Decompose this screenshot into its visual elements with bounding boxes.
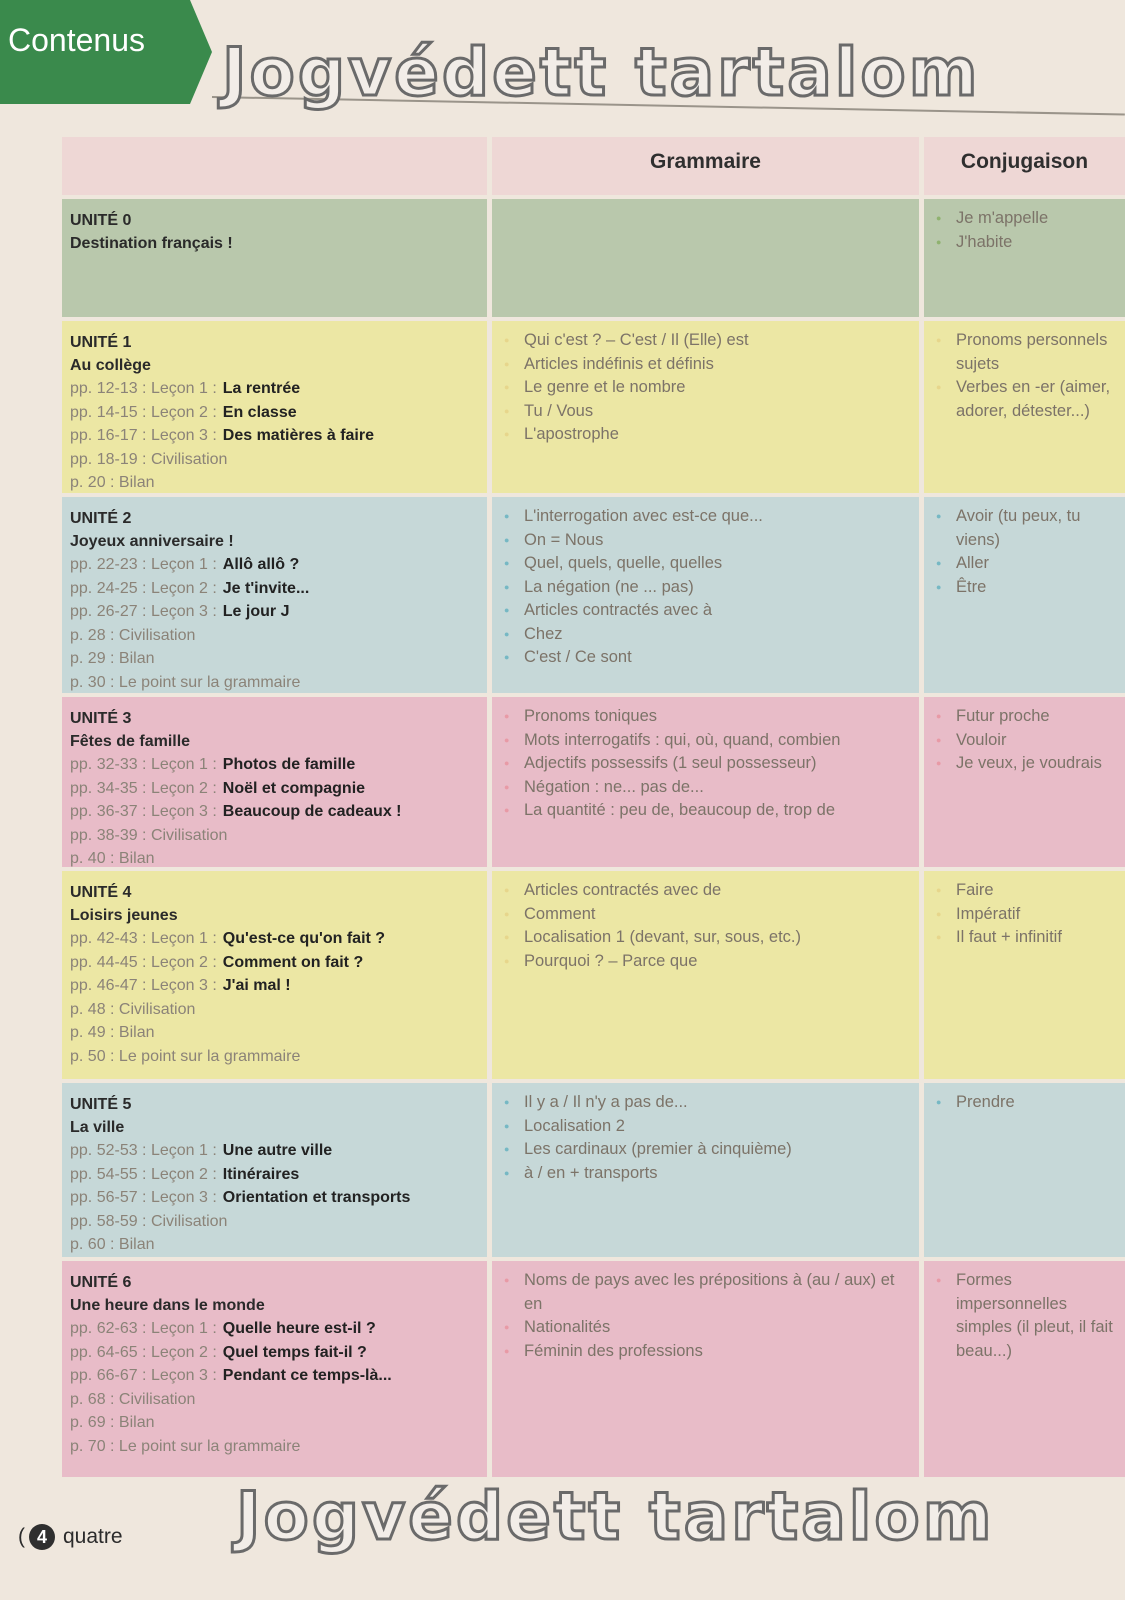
lesson-item [70,671,479,695]
unit-number: UNITÉ 4 [70,884,132,901]
lesson-ref: pp. 36-37 : Leçon 3 : [70,803,217,820]
conjugaison-item: ● Prendre [934,1091,1115,1115]
unit-rows [62,199,1125,1477]
conjugaison-item: ● Je veux, je voudrais [934,752,1115,776]
conjugaison-cell [924,321,1125,493]
contenus-label: Contenus [8,22,145,58]
unit-row [62,199,1125,317]
lesson-item [70,1341,479,1365]
lesson-item [70,800,479,824]
lesson-name: Quelle heure est-il ? [222,1320,376,1337]
lesson-item [70,624,479,648]
unit-number: UNITÉ 3 [70,710,132,727]
grammaire-item: ● Il y a / Il n'y a pas de... [502,1091,909,1115]
unit-cell [62,497,487,693]
conjugaison-cell [924,497,1125,693]
conjugaison-item: ● Être [934,576,1115,600]
lesson-item [70,951,479,975]
unit-title: Fêtes de famille [70,733,191,750]
conjugaison-item: ● Avoir (tu peux, tu viens) [934,505,1115,552]
lesson-ref: pp. 34-35 : Leçon 2 : [70,779,217,797]
lesson-ref: pp. 38-39 : Civilisation [70,826,228,844]
lesson-item [70,424,479,448]
lesson-item [70,471,479,495]
unit-number: UNITÉ 0 [70,212,132,229]
grammaire-item: ● La négation (ne ... pas) [502,576,909,600]
conjugaison-list [934,705,1115,776]
lesson-ref: p. 49 : Bilan [70,1024,155,1041]
lesson-ref: pp. 32-33 : Leçon 1 : [70,756,217,773]
lesson-name: Je t'invite... [222,579,310,597]
lesson-name: La rentrée [222,380,301,397]
grammaire-item: ● C'est / Ce sont [502,646,909,670]
conjugaison-cell [924,1083,1125,1257]
grammaire-item: ● On = Nous [502,529,909,553]
lesson-item [70,448,479,472]
lesson-name: Orientation et transports [222,1189,411,1206]
lesson-name: Beaucoup de cadeaux ! [222,803,402,820]
lesson-item [70,1411,479,1435]
unit-cell [62,1083,487,1257]
lesson-name: Pendant ce temps-là... [222,1367,392,1384]
lesson-item [70,577,479,601]
header-unit-cell [62,137,487,195]
grammaire-list [502,1091,909,1185]
conjugaison-item: ● Aller [934,552,1115,576]
unit-title: Joyeux anniversaire ! [70,533,234,550]
lesson-item [70,1435,479,1459]
grammaire-item: ● Tu / Vous [502,400,909,424]
grammaire-item: ● Chez [502,623,909,647]
lesson-ref: p. 69 : Bilan [70,1414,155,1431]
grammaire-item: ● Articles contractés avec à [502,599,909,623]
grammaire-item: ● Le genre et le nombre [502,376,909,400]
grammaire-item: ● Comment [502,903,909,927]
grammaire-list [502,505,909,670]
conjugaison-item: ● Vouloir [934,729,1115,753]
grammaire-item: ● Adjectifs possessifs (1 seul possesseur) [502,752,909,776]
page-word: quatre [63,1525,123,1548]
grammaire-item: ● Féminin des professions [502,1340,909,1364]
lesson-ref: p. 68 : Civilisation [70,1390,196,1408]
header-conjugaison: Conjugaison [924,137,1125,195]
lesson-ref: p. 70 : Le point sur la grammaire [70,1437,301,1455]
conjugaison-item: ● Formes impersonnelles simples (il pleut, il fait beau...) [934,1269,1115,1363]
grammaire-cell [492,199,919,317]
conjugaison-item: ● Il faut + infinitif [934,926,1115,950]
lesson-ref: pp. 54-55 : Leçon 2 : [70,1165,217,1183]
unit-row [62,871,1125,1079]
grammaire-item: ● Pourquoi ? – Parce que [502,950,909,974]
unit-cell [62,697,487,867]
lesson-name: J'ai mal ! [222,977,291,994]
watermark-bottom: Jogvédett tartalom [236,1478,995,1555]
lesson-ref: pp. 12-13 : Leçon 1 : [70,380,217,397]
grammaire-item: ● L'interrogation avec est-ce que... [502,505,909,529]
grammaire-item: ● Nationalités [502,1316,909,1340]
lesson-item [70,753,479,777]
lesson-ref: pp. 58-59 : Civilisation [70,1212,228,1230]
grammaire-item: ● Noms de pays avec les prépositions à (au / aux) et en [502,1269,909,1316]
lesson-item [70,974,479,998]
lesson-item [70,1163,479,1187]
unit-row [62,697,1125,867]
lesson-item [70,1139,479,1163]
lesson-item [70,927,479,951]
page-number-badge: 4 [29,1524,55,1550]
grammaire-item: ● Articles contractés avec de [502,879,909,903]
grammaire-item: ● Négation : ne... pas de... [502,776,909,800]
lesson-item [70,647,479,671]
unit-number: UNITÉ 1 [70,334,132,351]
conjugaison-list [934,1269,1115,1363]
unit-title: La ville [70,1119,125,1136]
grammaire-cell [492,697,919,867]
lesson-item [70,1364,479,1388]
conjugaison-list [934,207,1115,254]
header-grammaire: Grammaire [492,137,919,195]
unit-row [62,1261,1125,1477]
grammaire-item: ● Mots interrogatifs : qui, où, quand, combien [502,729,909,753]
unit-row [62,497,1125,693]
grammaire-list [502,705,909,823]
grammaire-item: ● Localisation 2 [502,1115,909,1139]
unit-cell [62,321,487,493]
grammaire-item: ● Pronoms toniques [502,705,909,729]
conjugaison-cell [924,1261,1125,1477]
lesson-item [70,1317,479,1341]
grammaire-cell [492,1261,919,1477]
conjugaison-list [934,505,1115,599]
unit-row [62,321,1125,493]
lesson-item [70,1021,479,1045]
lesson-ref: pp. 24-25 : Leçon 2 : [70,579,217,597]
lesson-ref: pp. 64-65 : Leçon 2 : [70,1343,217,1361]
lesson-ref: pp. 62-63 : Leçon 1 : [70,1320,217,1337]
page-tick-icon: ( [18,1525,25,1548]
grammaire-item: ● à / en + transports [502,1162,909,1186]
lesson-item [70,998,479,1022]
lesson-item [70,1388,479,1412]
lesson-item [70,553,479,577]
lesson-item [70,777,479,801]
table-header [62,137,1125,195]
lesson-name: Le jour J [222,603,290,620]
lesson-name: Allô allô ? [222,556,300,573]
lesson-name: Photos de famille [222,756,356,773]
unit-title: Loisirs jeunes [70,907,178,924]
lesson-ref: pp. 26-27 : Leçon 3 : [70,603,217,620]
grammaire-cell [492,321,919,493]
lesson-item [70,847,479,871]
grammaire-list [502,1269,909,1363]
lesson-item [70,377,479,401]
lesson-name: Des matières à faire [222,427,374,444]
conjugaison-item: ● J'habite [934,231,1115,255]
unit-title: Destination français ! [70,235,233,252]
unit-title: Une heure dans le monde [70,1297,265,1314]
grammaire-item: ● Quel, quels, quelle, quelles [502,552,909,576]
lesson-name: Qu'est-ce qu'on fait ? [222,930,386,947]
conjugaison-cell [924,871,1125,1079]
conjugaison-list [934,879,1115,950]
lesson-ref: pp. 42-43 : Leçon 1 : [70,930,217,947]
contents-table [62,137,1125,1477]
lesson-ref: p. 60 : Bilan [70,1236,155,1253]
unit-number: UNITÉ 6 [70,1274,132,1291]
lesson-name: Comment on fait ? [222,953,364,971]
lesson-name: Une autre ville [222,1142,333,1159]
unit-cell [62,1261,487,1477]
lesson-name: Quel temps fait-il ? [222,1343,367,1361]
page-number [18,1524,123,1550]
lesson-ref: pp. 22-23 : Leçon 1 : [70,556,217,573]
lesson-name: Itinéraires [222,1165,300,1183]
lesson-item [70,1233,479,1257]
grammaire-cell [492,871,919,1079]
lesson-ref: pp. 46-47 : Leçon 3 : [70,977,217,994]
lesson-ref: p. 50 : Le point sur la grammaire [70,1047,301,1065]
unit-row [62,1083,1125,1257]
lesson-ref: pp. 18-19 : Civilisation [70,450,228,468]
conjugaison-cell [924,697,1125,867]
unit-number: UNITÉ 5 [70,1096,132,1113]
grammaire-list [502,879,909,973]
conjugaison-item: ● Impératif [934,903,1115,927]
conjugaison-item: ● Je m'appelle [934,207,1115,231]
lesson-item [70,600,479,624]
unit-cell [62,199,487,317]
lesson-ref: p. 28 : Civilisation [70,626,196,644]
unit-title: Au collège [70,357,151,374]
unit-number: UNITÉ 2 [70,510,132,527]
watermark-top: Jogvédett tartalom [222,34,981,111]
lesson-ref: pp. 14-15 : Leçon 2 : [70,403,217,421]
conjugaison-item: ● Futur proche [934,705,1115,729]
lesson-item [70,1045,479,1069]
lesson-ref: p. 48 : Civilisation [70,1000,196,1018]
conjugaison-list [934,329,1115,423]
contenus-tab [0,0,190,104]
lesson-ref: p. 29 : Bilan [70,650,155,667]
grammaire-item: ● La quantité : peu de, beaucoup de, trop de [502,799,909,823]
grammaire-list [502,329,909,447]
conjugaison-list [934,1091,1115,1115]
lesson-ref: pp. 44-45 : Leçon 2 : [70,953,217,971]
grammaire-cell [492,497,919,693]
lesson-item [70,401,479,425]
lesson-ref: pp. 66-67 : Leçon 3 : [70,1367,217,1384]
lesson-ref: p. 30 : Le point sur la grammaire [70,673,301,691]
lesson-name: Noël et compagnie [222,779,366,797]
lesson-ref: p. 40 : Bilan [70,850,155,867]
lesson-ref: pp. 16-17 : Leçon 3 : [70,427,217,444]
grammaire-item: ● L'apostrophe [502,423,909,447]
conjugaison-item: ● Faire [934,879,1115,903]
lesson-item [70,1210,479,1234]
grammaire-item: ● Les cardinaux (premier à cinquième) [502,1138,909,1162]
grammaire-item: ● Localisation 1 (devant, sur, sous, etc.) [502,926,909,950]
lesson-item [70,824,479,848]
conjugaison-item: ● Verbes en -er (aimer, adorer, détester...) [934,376,1115,423]
lesson-ref: pp. 52-53 : Leçon 1 : [70,1142,217,1159]
lesson-item [70,1186,479,1210]
grammaire-item: ● Articles indéfinis et définis [502,353,909,377]
conjugaison-cell [924,199,1125,317]
lesson-ref: pp. 56-57 : Leçon 3 : [70,1189,217,1206]
lesson-ref: p. 20 : Bilan [70,474,155,491]
unit-cell [62,871,487,1079]
grammaire-cell [492,1083,919,1257]
grammaire-item: ● Qui c'est ? – C'est / Il (Elle) est [502,329,909,353]
conjugaison-item: ● Pronoms personnels sujets [934,329,1115,376]
lesson-name: En classe [222,403,297,421]
